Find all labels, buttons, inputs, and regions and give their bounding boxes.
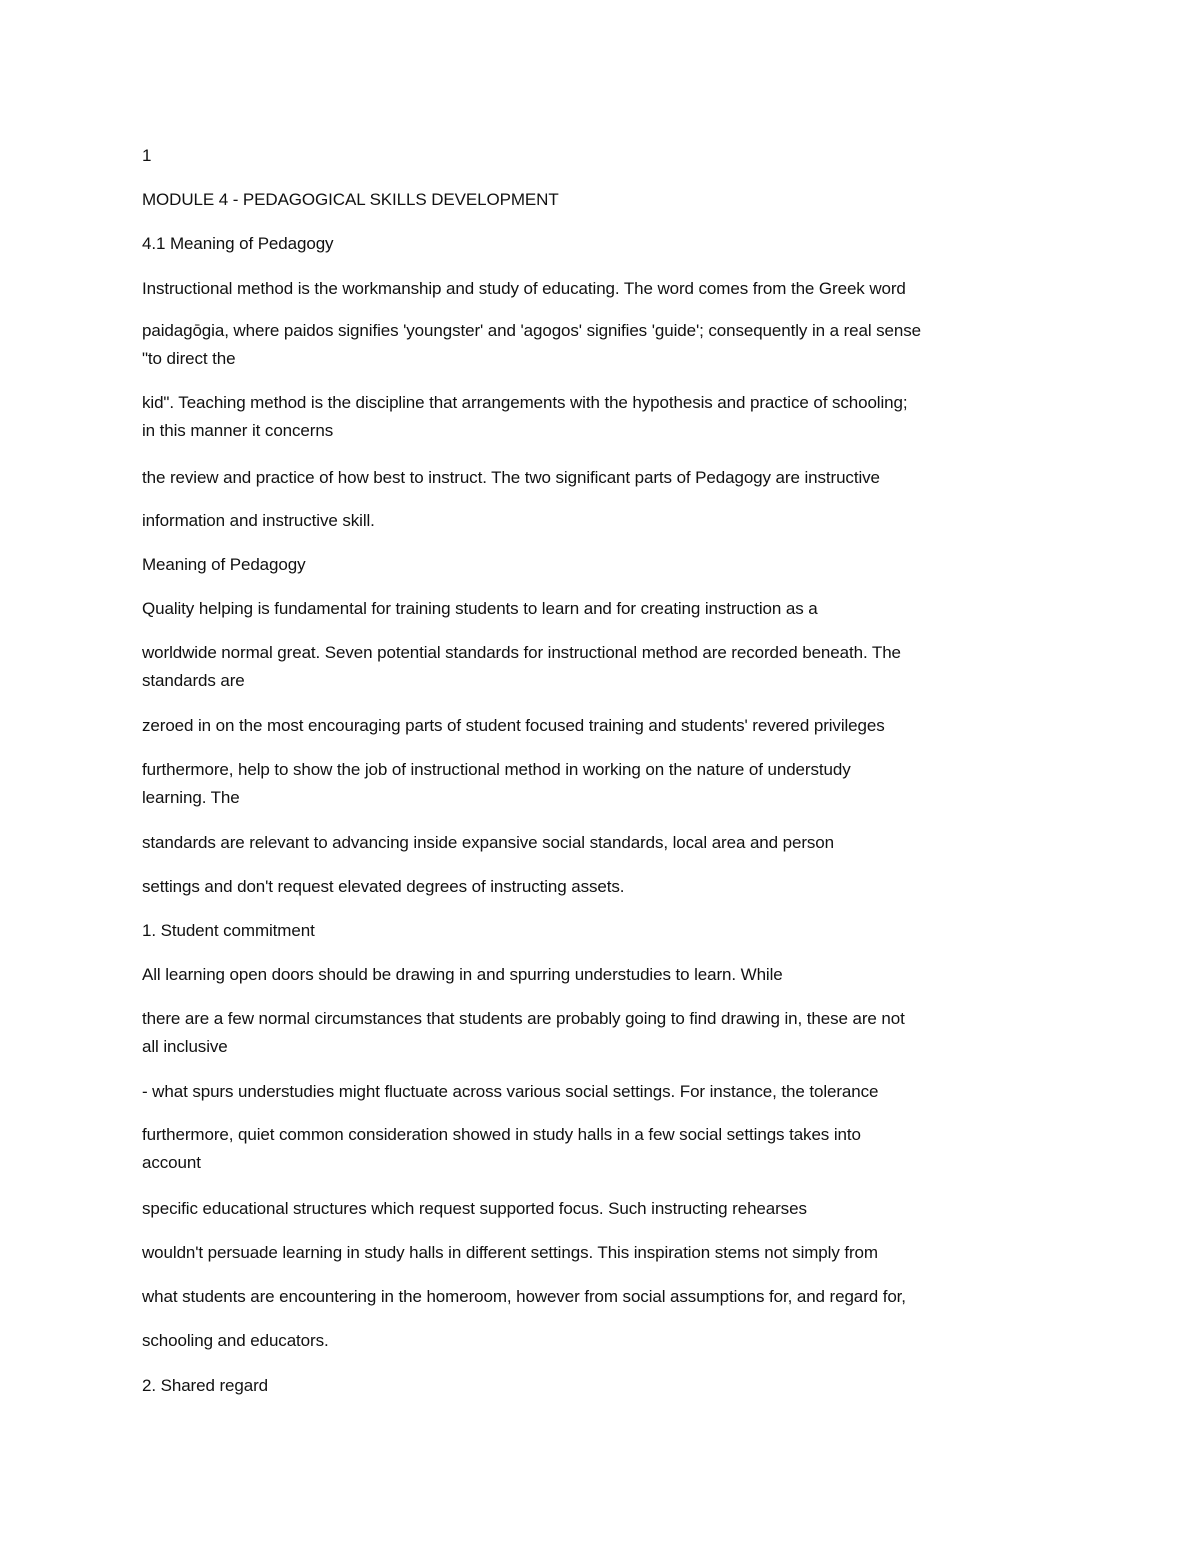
body-line: there are a few normal circumstances that students are probably going to find drawing in, these are not	[142, 1009, 905, 1028]
body-line: Quality helping is fundamental for training students to learn and for creating instruction as a	[142, 599, 818, 618]
body-line: information and instructive skill.	[142, 511, 375, 530]
module-title: MODULE 4 - PEDAGOGICAL SKILLS DEVELOPMENT	[142, 190, 559, 209]
body-line: paidagōgia, where paidos signifies 'youngster' and 'agogos' signifies 'guide'; consequently in a real sense	[142, 321, 922, 340]
body-paragraph	[142, 1121, 1062, 1177]
subheading: Meaning of Pedagogy	[142, 555, 306, 574]
body-paragraph	[142, 389, 1062, 445]
body-line: All learning open doors should be drawing in and spurring understudies to learn. While	[142, 965, 783, 984]
page-number: 1	[142, 146, 152, 165]
body-line: wouldn't persuade learning in study halls in different settings. This inspiration stems not simply from	[142, 1243, 878, 1262]
body-line: account	[142, 1153, 201, 1172]
body-line: all inclusive	[142, 1037, 228, 1056]
body-paragraph	[142, 1005, 1062, 1061]
body-line: schooling and educators.	[142, 1331, 329, 1350]
body-paragraph	[142, 756, 1062, 812]
numbered-heading: 2. Shared regard	[142, 1376, 268, 1395]
body-paragraph	[142, 639, 1062, 695]
body-line: zeroed in on the most encouraging parts of student focused training and students' revered privileges	[142, 716, 885, 735]
body-line: furthermore, quiet common consideration showed in study halls in a few social settings takes into	[142, 1125, 861, 1144]
body-line: in this manner it concerns	[142, 421, 334, 440]
body-paragraph	[142, 317, 1062, 373]
body-line: worldwide normal great. Seven potential standards for instructional method are recorded beneath. The	[142, 643, 901, 662]
body-line: - what spurs understudies might fluctuate across various social settings. For instance, the tolerance	[142, 1082, 879, 1101]
body-line: learning. The	[142, 788, 240, 807]
body-line: furthermore, help to show the job of instructional method in working on the nature of understudy	[142, 760, 851, 779]
body-line: standards are relevant to advancing inside expansive social standards, local area and person	[142, 833, 835, 852]
body-line: the review and practice of how best to instruct. The two significant parts of Pedagogy are instructive	[142, 468, 880, 487]
body-line: specific educational structures which request supported focus. Such instructing rehearses	[142, 1199, 807, 1218]
body-line: kid". Teaching method is the discipline that arrangements with the hypothesis and practice of schooling;	[142, 393, 908, 412]
body-line: Instructional method is the workmanship and study of educating. The word comes from the Greek word	[142, 279, 906, 298]
body-line: "to direct the	[142, 349, 236, 368]
body-line: standards are	[142, 671, 245, 690]
body-line: what students are encountering in the homeroom, however from social assumptions for, and regard for,	[142, 1287, 906, 1306]
body-line: settings and don't request elevated degrees of instructing assets.	[142, 877, 625, 896]
section-heading: 4.1 Meaning of Pedagogy	[142, 234, 334, 253]
numbered-heading: 1. Student commitment	[142, 921, 315, 940]
